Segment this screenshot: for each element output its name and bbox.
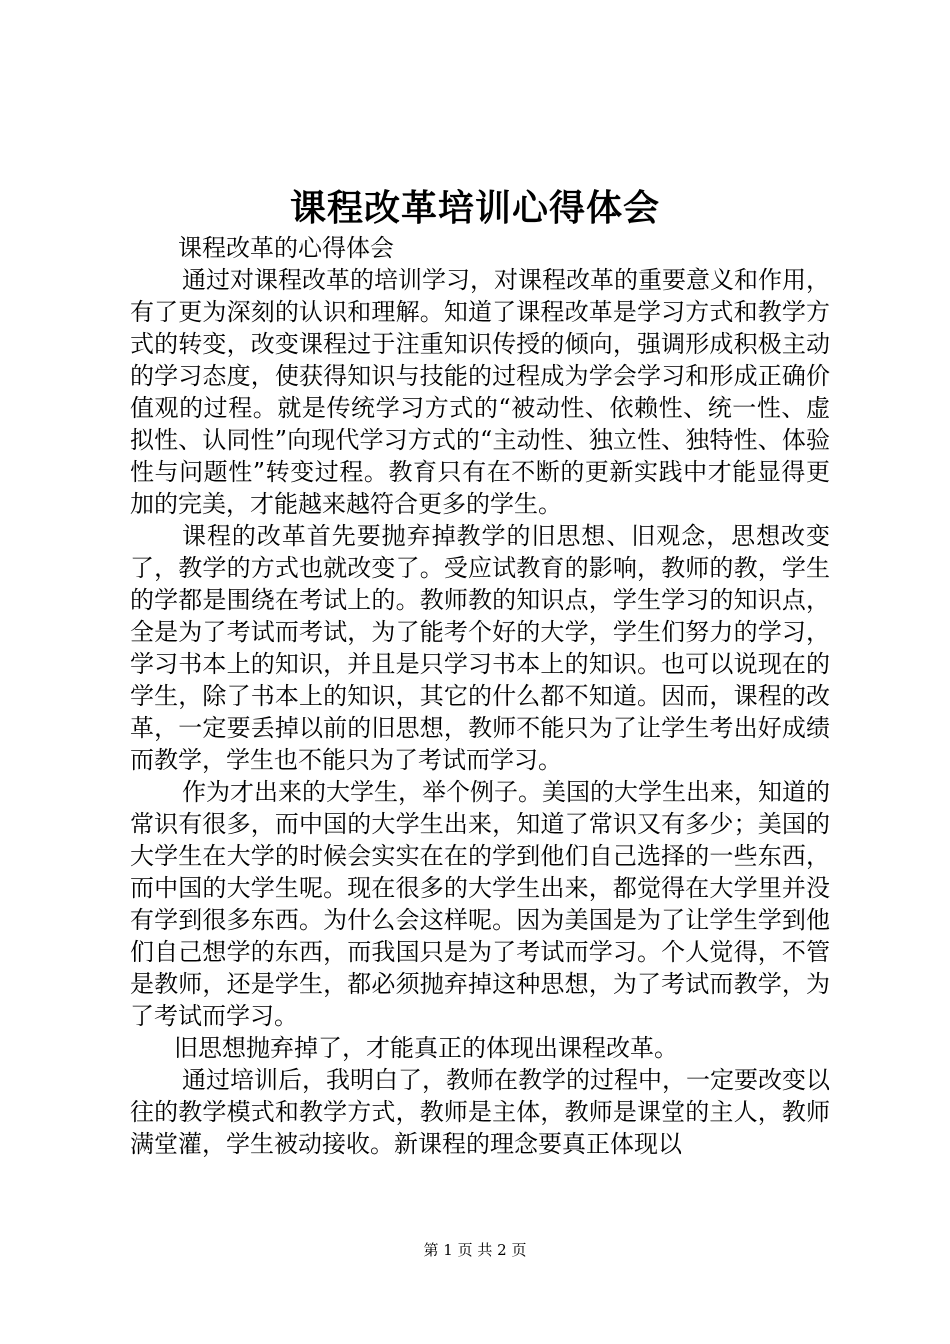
paragraph: 旧思想抛弃掉了，才能真正的体现出课程改革。: [174, 1034, 678, 1062]
document-body: [130, 232, 830, 1160]
paragraph: 通过对课程改革的培训学习，对课程改革的重要意义和作用，有了更为深刻的认识和理解。知道了课程改革是学习方式和教学方式的转变，改变课程过于注重知识传授的倾向，强调形成积极主动的学习态度，使获得知识与技能的过程成为学会学习和形成正确价值观的过程。就是传统学习方式的“被动性、依赖性、统一性、虚拟性、认同性”向现代学习方式的“主动性、独立性、独特性、体验性与问题性”转变过程。教育只有在不断的更新实践中才能显得更加的完美，才能越来越符合更多的学生。: [130, 266, 830, 518]
paragraph: 课程的改革首先要抛弃掉教学的旧思想、旧观念，思想改变了，教学的方式也就改变了。受应试教育的影响，教师的教，学生的学都是围绕在考试上的。教师教的知识点，学生学习的知识点，全是为了考试而考试，为了能考个好的大学，学生们努力的学习，学习书本上的知识，并且是只学习书本上的知识。也可以说现在的学生，除了书本上的知识，其它的什么都不知道。因而，课程的改革，一定要丢掉以前的旧思想，教师不能只为了让学生考出好成绩而教学，学生也不能只为了考试而学习。: [130, 522, 830, 774]
document-subheading: 课程改革的心得体会: [178, 234, 394, 262]
page-number-footer: 第 1 页 共 2 页: [423, 1241, 527, 1259]
paragraph: 通过培训后，我明白了，教师在教学的过程中，一定要改变以往的教学模式和教学方式，教师是主体，教师是课堂的主人，教师满堂灌，学生被动接收。新课程的理念要真正体现以: [130, 1066, 830, 1158]
paragraph: 作为才出来的大学生，举个例子。美国的大学生出来，知道的常识有很多，而中国的大学生出来，知道了常识又有多少；美国的大学生在大学的时候会实实在在的学到他们自己选择的一些东西，而中国的大学生呢。现在很多的大学生出来，都觉得在大学里并没有学到很多东西。为什么会这样呢。因为美国是为了让学生学到他们自己想学的东西，而我国只是为了考试而学习。个人觉得，不管是教师，还是学生，都必须抛弃掉这种思想，为了考试而教学，为了考试而学习。: [130, 778, 830, 1030]
document-title: 课程改革培训心得体会: [289, 187, 660, 229]
